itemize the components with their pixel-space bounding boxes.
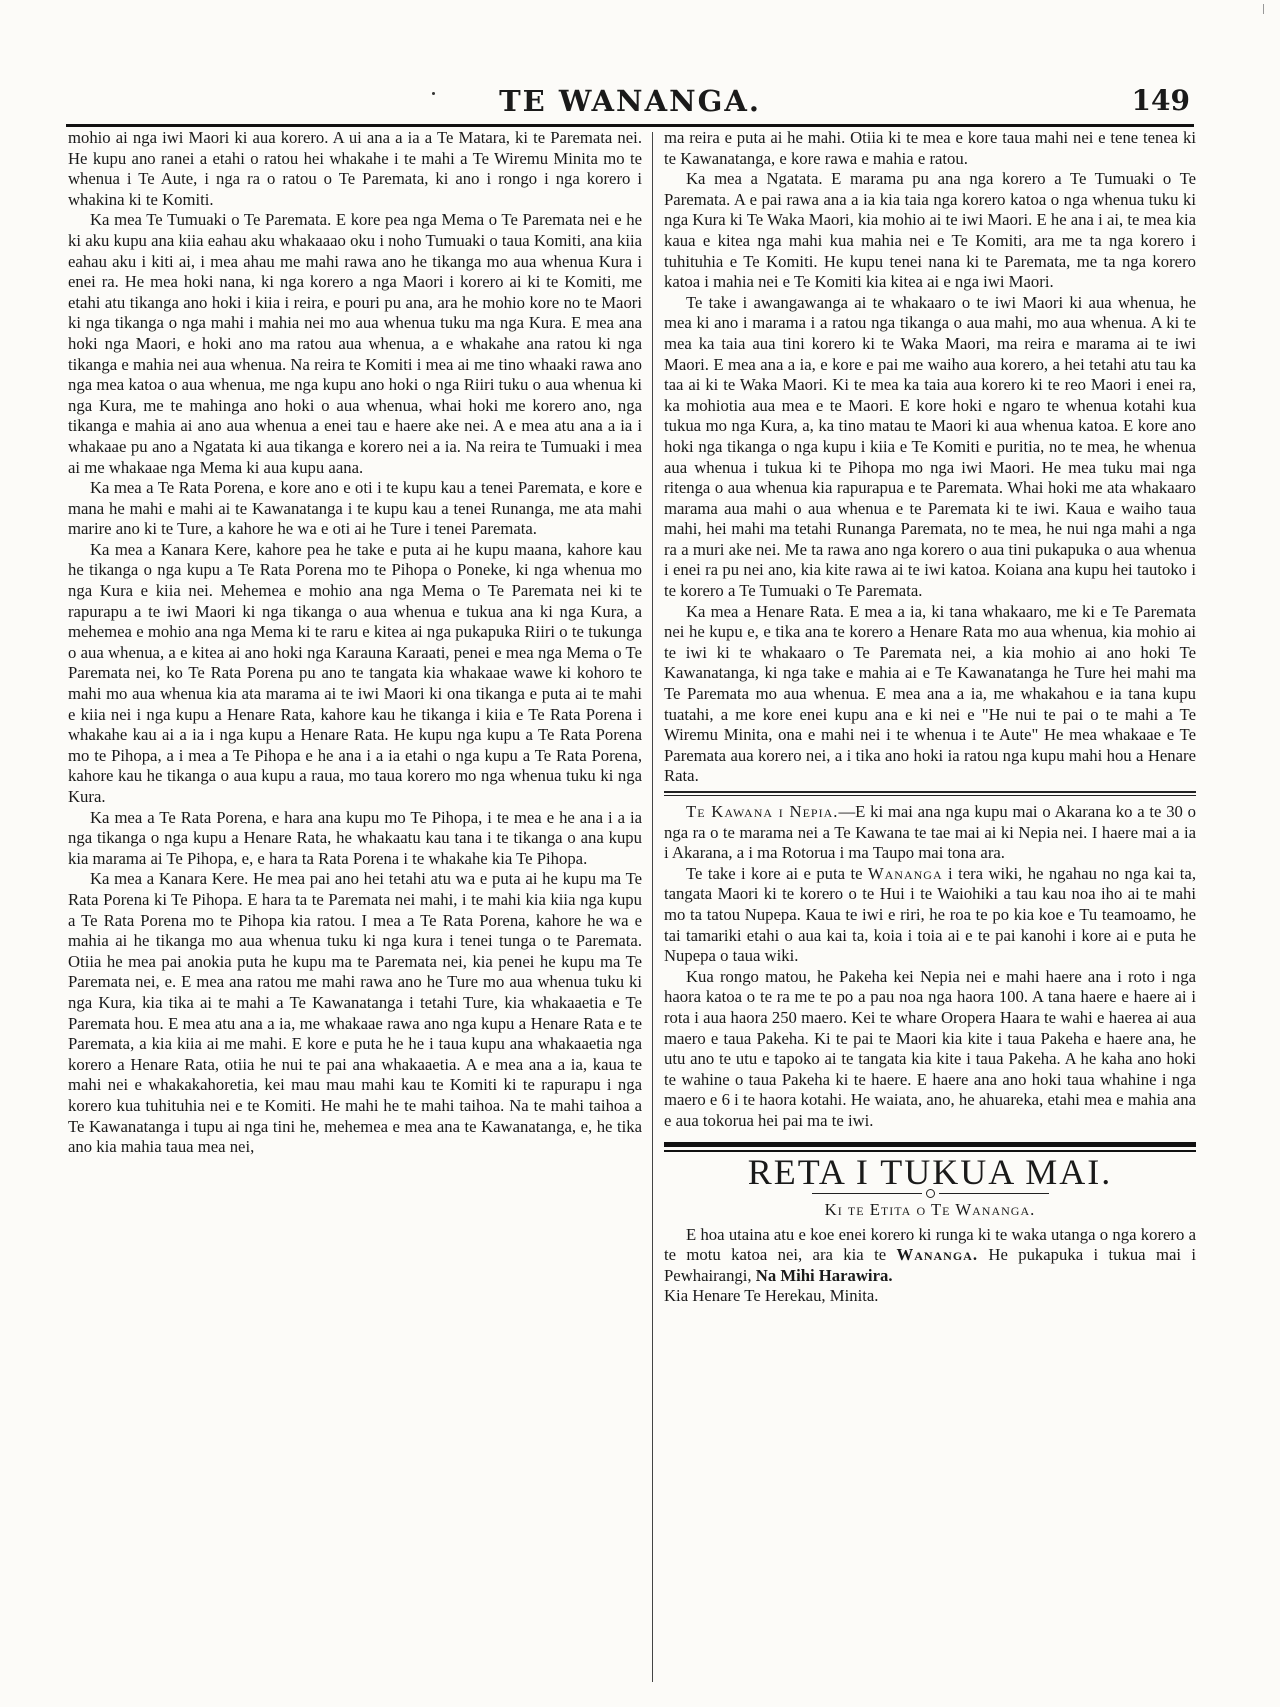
article-paragraph: Ka mea Te Tumuaki o Te Paremata. E kore pea nga Mema o Te Paremata nei e he ki aku kupu ana kiia eahau aku whakaaao oku i noho Tumuaki o taua Komiti, ana kiia eahau aku i kiti ai, i mea ahau me mahi rawa ano he tikanga mo aua whenua Kura i enei ra. He mea hoki nana, ki nga korero a nga Maori i korero ai ki te Komiti, me etahi atu tikanga ano hoki i kiia i reira, e pouri pu ana, ara he mohio kore no te Maori ki nga tikanga o nga mahi i mahia nei mo aua whenua tuku ma nga Kura. E mea ana hoki nga Maori, e hoki ano ma ratou aua whenua, a e whakahe ana ratou ki nga tikanga e mahia nei aua whenua. Na reira te Komiti i mea ai me tino whaaki rawa ano nga mea katoa o aua whenua, me nga kupu ano hoki o nga Riiri tuku o aua whenua ki nga Kura, me te mahinga ano hoki o aua whenua, whai hoki me korero ano, nga tikanga e mahia ai ano aua whenua a enei tau e haere ake nei. A e mea atu ana a ia i whakaae pu ano a Ngatata ki aua tikanga e korero nei a ia. Na reira te Tumuaki i mea ai me whakaae nga Mema ki aua kupu aana. (68, 210, 642, 477)
page-edge-mark (1263, 4, 1264, 14)
governor-notice (664, 802, 1196, 864)
race-paragraph: Kua rongo matou, he Pakeha kei Nepia nei e mahi haere ana i roto i nga haora katoa o te ra me te po a pau noa nga haora 100. A tana haere e haere ai i rota i aua haora 250 maero. Kei te whare Oropera Haara te wahi e haerea ai aua maero e taua Pakeha. Ki te pai te Maori kia kite i taua Pakeha e haere ana, he utu ano te utu e tapoko ai te tangata kia kite i taua Pakeha. A he kaha ano hoki te wahine o taua Pakeha ki te haere. E haere ana ano hoki taua whahine i nga maero e 6 i te haora kotahi. He waiata, ano, he ahuareka, etahi mea e mahia ana e aua tokorua hei pai ma te iwi. (664, 966, 1196, 1130)
letter-sender: Na Mihi Harawira. (755, 1265, 893, 1285)
page-header (66, 84, 1194, 124)
article-paragraph: Ka mea a Kanara Kere. He mea pai ano hei tetahi atu wa e puta ai he kupu ma Te Rata Porena ki Te Pihopa. E hara ta te Paremata nei mahi, i te mahi kia kiia nga kupu a Te Rata Porena mo te Pihopa kia ratou. I mea a Te Rata Porena, kahore he wa e mahia ai he tikanga mo aua whenua tuku ki nga kura i tenei tunga o te Paremata. Otiia he mea pai anokia puta he kupu ma te Paremata nei, kia penei he kupu ma Te Paremata nei, e. E mea ana ratou me mahi rawa ano he Ture mo aua whenua tuku ki nga Kura, kia tika ai te mahi a Te Kawanatanga i tetahi Ture, kia whakaaetia e Te Paremata hou. E mea atu ana a ia, me whakaae rawa ano nga kupu a Henare Rata e te Paremata, a kia kiia ai me mahi. E kore e puta he he i taua kupu ana whakaaetia nga korero a Henare Rata, otiia he nui te pai ana whakaaetia. A e mea ana a ia, kaua te mahi nei e whakakahoretia, kei mau mau mahi kau te Komiti ki te rapurapu i nga korero kua tuhituhia nei e te Komiti. He mahi he te mahi taihoa. Na te mahi taihoa a Te Kawanatanga i tupu ai nga tini he, mehemea e mea ana te Kawanatanga, e, he tika ano kia mahia taua mea nei, (68, 869, 642, 1157)
article-paragraph: Ka mea a Ngatata. E marama pu ana nga korero a Te Tumuaki o Te Paremata. A e pai rawa ana a ia kia taia nga korero katoa o nga whenua tuku ki nga Kura ki Te Waka Maori, kia mohio ai te iwi Maori. E he ana i ai, te mea kia kaua e kitea nga mahi kua mahia nei e Te Komiti, ara me ta nga korero i tuhituhia e Te Komiti. He kupu tenei nana ki te Paremata, me ta nga korero katoa i mahia nei e Te Komiti kia kitea ai e nga iwi Maori. (664, 169, 1196, 292)
section-rule (664, 791, 1196, 796)
page-number: 149 (1131, 84, 1190, 117)
wananga-name: Wananga (867, 863, 943, 883)
notice-body: —E ki mai ana nga kupu mai o Akarana ko a te 30 o nga ra o te marama nei a Te Kawana te tae mai ai ki Nepia nei. I haere mai a ia i Akarana, a i ma Rotorua i ma Taupo mai tona ara. (664, 802, 1196, 863)
article-paragraph: mohio ai nga iwi Maori ki aua korero. A ui ana a ia a Te Matara, ki te Paremata nei. He kupu ano ranei a etahi o ratou hei whakahe i te mahi a Te Wiremu Minita mo te whenua i Te Aute, i nga ra o ratou o Te Paremata, ki ano i rongo i nga korero i whakina ki te Komiti. (68, 128, 642, 209)
letter-body (664, 1225, 1196, 1287)
wananga-text-before: Te take i kore ai e puta te (686, 863, 868, 883)
left-column (68, 128, 642, 1678)
wananga-text-after: i tera wiki, he ngahau no nga kai ta, tangata Maori ki te korero o te Hui i te Waiohiki a tau kau noa iho ai te mahi mo ta tatou Nupepa. Kaua te iwi e riri, he roa te po kia koe e Tu teamoamo, he tai tamariki etahi o aua kai ta, koia i toia ai e te pai kanohi i kore ai e puta he Nupepa o taua wiki. (664, 863, 1196, 966)
letter-addressee: Ki te Etita o Te Wananga. (824, 1200, 1036, 1220)
right-column (664, 128, 1196, 1698)
letter-paper-name: Wananga. (896, 1245, 979, 1265)
article-paragraph: Te take i awangawanga ai te whakaaro o te iwi Maori ki aua whenua, he mea ki ano i marama i a ratou nga tikanga o aua mahi, mo aua whenua. A ki te mea ka taia aua tini korero ki te Waka Maori, ma reira e marama ai te iwi Maori. E mea ana a ia, e kore e pai me waiho aua korero, a hei tetahi atu tau ka taa ai ki te Waka Maori. Ki te mea ka taia aua korero ki te reo Maori i enei ra, ka mohiotia aua mea e te Maori. E kore hoki e ngaro te whenua kotahi kua tukua mo nga Kura, a, ka tino matau te Maori ki aua whenua katoa. E kore ano hoki nga tikanga o nga kupu i kiia e Te Komiti e puritia, no te mea, he whenua aua whenua i tukua ki te Pihopa mo nga iwi Maori. He mea tuku mai nga ritenga o aua whenua kia rapurapua e te Paremata. Whai hoki me ata whakaaro marama aua mahi o aua whenua e te Paremata ki te iwi. Kaua e waiho taua mahi, hei mahi ma tetahi Runanga Paremata, no te mea, he nui nga mahi a nga ra a muri ake nei. Me ta rawa ano nga korero o aua tini pukapuka o aua whenua i enei ra pu nei ano, kia kite rawa ai te iwi katoa. Koiana ana kupu hei tautoko i te korero a Te Tumuaki o Te Paremata. (664, 292, 1196, 601)
ornament-divider (664, 1182, 1196, 1196)
article-paragraph: Ka mea a Kanara Kere, kahore pea he take e puta ai he kupu maana, kahore kau he tikanga o nga kupu a Te Rata Porena mo te Pihopa o Poneke, ki nga whenua mo nga Kura e kiia nei. Mehemea e mohio ana nga Mema o Te Paremata nei ki te rapurapu a te iwi Maori ki nga tikanga o aua whenua e tukua ana ki nga Kura, a mehemea e mohio ana nga Mema ki te raru e kitea ai nga pukapuka Riiri o te tukunga o aua whenua, a e kitea ai ano hoki nga Karauna Karaati, penei e mea nga Mema o Te Paremata nei, ko Te Rata Porena pu ano te tangata kia whakaae wawe ki kohoro te mahi mo aua whenua kia ata marama ai te iwi Maori ki ona tikanga e puta ai te mahi e kiia nei i nga kupu a Henare Rata, kahore kau he tikanga i kiia e Te Rata Porena i whakahe kau ai a ia i nga kupu a Henare Rata. He kupu nga kupu a Te Rata Porena mo te Pihopa, a i mea a Te Pihopa e he ana i a ia etahi o nga kupu a Te Rata Porena, kahore kau he tikanga o aua kupu a raua, mo taua korero mo nga whenua tuku ki nga Kura. (68, 539, 642, 806)
newspaper-title: TE WANANGA. (499, 84, 761, 118)
header-rule (66, 124, 1194, 127)
letter-closing: Kia Henare Te Herekau, Minita. (664, 1286, 879, 1306)
wananga-paragraph (664, 864, 1196, 967)
article-paragraph: Ka mea a Te Rata Porena, e hara ana kupu mo Te Pihopa, i te mea e he ana i a ia nga tikanga o nga kupu a Henare Rata, he whakaatu kau tana i te tikanga o ana kupu kia marama ai Te Pihopa, e, e hara ta Rata Porena i te whakahe kia Te Pihopa. (68, 807, 642, 868)
article-paragraph: Ka mea a Te Rata Porena, e kore ano e oti i te kupu kau a tenei Paremata, e kore e mana he mahi e mahi ai te Kawanatanga i te kupu kau a tenei Runanga, me ata mahi marire ano ki te Ture, a kahore he wa e oti ai he Ture i tenei Paremata. (68, 478, 642, 539)
letter-body-text: E hoa utaina atu e koe enei korero ki runga ki te waka utanga o nga korero a te motu katoa nei, ara kia te (664, 1224, 1196, 1265)
letters-title: RETA I TUKUA MAI. (747, 1151, 1113, 1192)
column-divider (652, 132, 653, 1682)
article-paragraph: Ka mea a Henare Rata. E mea a ia, ki tana whakaaro, me ki e Te Paremata nei he kupu e, e tika ana te korero a Henare Rata mo aua whenua, kia mohio ai te iwi ki te whakaaro o Te Paremata nei, a kia mohio ai ano hoki Te Kawanatanga, ki nga take e mahia ai e Te Kawanatanga he Ture hei mahi ma Te Paremata mo aua whenua. E mea ana a ia, me whakahou e ia tana kupu tuatahi, a me kore enei kupu ana e ki nei e "He nui te pai o te mahi a Te Wiremu Minita, ona e mahi nei i te whenua i te Aute" He mea whakaae e Te Paremata aua korero nei, a i tika ano hoki ia ratou nga kupu mahi hou a Henare Rata. (664, 601, 1196, 786)
section-rule-thick (664, 1142, 1196, 1147)
letter-body-text-2: He pukapuka i tukua mai i Pewhairangi, (664, 1245, 1196, 1285)
article-paragraph: ma reira e puta ai he mahi. Otiia ki te mea e kore taua mahi nei e tene tenea ki te Kawanatanga, e kore rawa e mahia e ratou. (664, 128, 1196, 168)
notice-heading: Te Kawana i Nepia. (686, 802, 839, 821)
